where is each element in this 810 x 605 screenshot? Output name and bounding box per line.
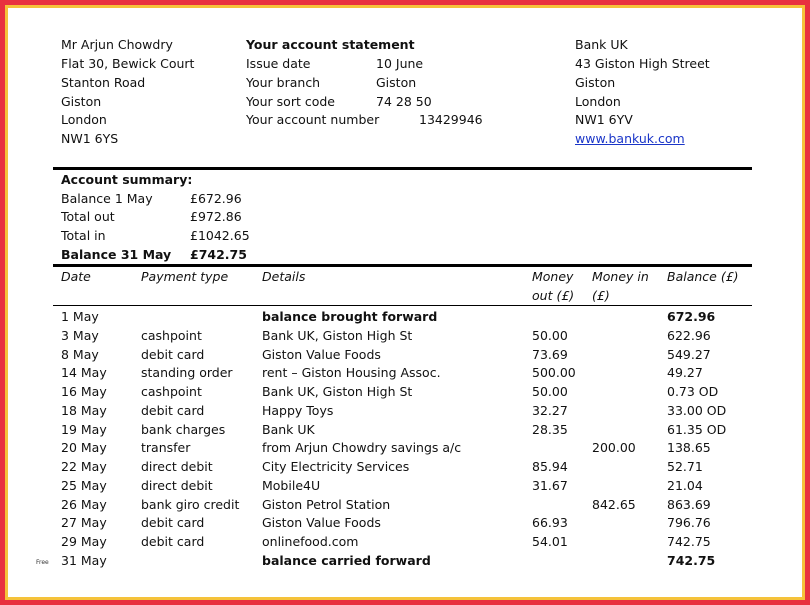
cell-date: 29 May	[61, 534, 107, 549]
cell-details: Giston Petrol Station	[262, 496, 391, 512]
cell-payment-type: standing order	[141, 365, 233, 381]
cell-payment-type: cashpoint	[141, 384, 202, 399]
summary-title: Account summary:	[61, 172, 193, 187]
cell-money-out: 31.67	[532, 477, 568, 493]
cell-balance: 33.00 OD	[667, 402, 727, 418]
cell-date: 8 May	[61, 346, 99, 362]
cell-details: onlinefood.com	[262, 534, 359, 549]
cell-balance: 672.96	[667, 309, 716, 324]
cell-details: Giston Value Foods	[262, 515, 381, 531]
table-row	[0, 346, 810, 365]
header-money-in-unit: (£)	[592, 288, 610, 303]
summary-value: £672.96	[190, 191, 242, 206]
field-value-issue-date: 10 June	[376, 56, 424, 71]
cell-payment-type: transfer	[141, 440, 191, 456]
cell-date: 25 May	[61, 477, 107, 493]
header-money-out: Money	[532, 269, 574, 284]
field-value-account-number: 13429946	[419, 112, 483, 127]
cell-details: balance carried forward	[262, 552, 431, 568]
cell-money-out: 32.27	[532, 402, 568, 418]
footer-mark: Free	[36, 559, 49, 566]
cell-payment-type: bank charges	[141, 421, 226, 437]
cell-money-out: 54.01	[532, 534, 568, 549]
table-row	[0, 533, 810, 552]
cell-balance: 796.76	[667, 515, 711, 531]
table-row	[0, 458, 810, 477]
cell-payment-type: debit card	[141, 402, 205, 418]
table-row	[0, 327, 810, 346]
summary-value-closing: £742.75	[190, 247, 247, 262]
cell-date: 16 May	[61, 384, 107, 399]
customer-address-line: London	[61, 112, 107, 127]
summary-label: Total out	[61, 209, 115, 224]
cell-balance: 138.65	[667, 440, 711, 456]
cell-details: Mobile4U	[262, 477, 321, 493]
customer-address-line: Flat 30, Bewick Court	[61, 56, 195, 71]
cell-details: Bank UK, Giston High St	[262, 327, 413, 343]
summary-label-closing: Balance 31 May	[61, 247, 172, 262]
statement-title: Your account statement	[246, 37, 415, 52]
field-value-branch: Giston	[376, 75, 417, 90]
cell-date: 26 May	[61, 496, 107, 512]
bank-address-line: NW1 6YV	[575, 112, 633, 127]
table-row	[0, 477, 810, 496]
cell-date: 22 May	[61, 459, 107, 474]
cell-date: 27 May	[61, 515, 107, 531]
cell-money-in: 200.00	[592, 440, 636, 456]
cell-date: 3 May	[61, 327, 99, 343]
cell-date: 31 May	[61, 552, 107, 568]
cell-money-out: 50.00	[532, 384, 568, 399]
bank-address-line: Giston	[575, 75, 616, 90]
field-label-branch: Your branch	[246, 75, 321, 90]
customer-address-line: NW1 6YS	[61, 131, 119, 146]
table-row	[0, 402, 810, 421]
cell-money-out: 73.69	[532, 346, 568, 362]
cell-payment-type: direct debit	[141, 477, 213, 493]
cell-date: 1 May	[61, 309, 99, 324]
cell-details: Bank UK, Giston High St	[262, 384, 413, 399]
cell-date: 20 May	[61, 440, 107, 456]
table-row	[0, 439, 810, 458]
cell-date: 19 May	[61, 421, 107, 437]
summary-value: £1042.65	[190, 228, 250, 243]
cell-payment-type: cashpoint	[141, 327, 202, 343]
divider-header	[53, 305, 752, 306]
header-date: Date	[61, 269, 91, 284]
table-row	[0, 308, 810, 327]
summary-value: £972.86	[190, 209, 242, 224]
summary-label: Balance 1 May	[61, 191, 153, 206]
cell-details: from Arjun Chowdry savings a/c	[262, 440, 462, 456]
cell-payment-type: debit card	[141, 534, 205, 549]
cell-money-out: 85.94	[532, 459, 568, 474]
cell-balance: 0.73 OD	[667, 384, 719, 399]
cell-money-out: 66.93	[532, 515, 568, 531]
cell-balance: 61.35 OD	[667, 421, 727, 437]
header-money-in: Money in	[592, 269, 649, 284]
cell-balance: 863.69	[667, 496, 711, 512]
field-label-account-number: Your account number	[246, 112, 380, 127]
table-row	[0, 496, 810, 515]
cell-details: Happy Toys	[262, 402, 334, 418]
bank-address-line: London	[575, 94, 621, 109]
cell-payment-type: debit card	[141, 346, 205, 362]
cell-money-out: 28.35	[532, 421, 568, 437]
cell-balance: 49.27	[667, 365, 703, 381]
cell-date: 14 May	[61, 365, 107, 381]
cell-payment-type: bank giro credit	[141, 496, 240, 512]
customer-name: Mr Arjun Chowdry	[61, 37, 173, 52]
cell-details: balance brought forward	[262, 309, 438, 324]
cell-details: Giston Value Foods	[262, 346, 381, 362]
divider-middle	[53, 264, 752, 267]
cell-date: 18 May	[61, 402, 107, 418]
field-label-sort-code: Your sort code	[246, 94, 335, 109]
cell-payment-type: direct debit	[141, 459, 213, 474]
cell-balance: 549.27	[667, 346, 711, 362]
table-row	[0, 421, 810, 440]
header-balance: Balance (£)	[667, 269, 739, 284]
bank-name: Bank UK	[575, 37, 628, 52]
header-payment-type: Payment type	[141, 269, 229, 284]
divider-top	[53, 167, 752, 170]
cell-balance: 742.75	[667, 534, 711, 549]
field-value-sort-code: 74 28 50	[376, 94, 432, 109]
cell-payment-type: debit card	[141, 515, 205, 531]
cell-details: City Electricity Services	[262, 459, 410, 474]
cell-money-out: 50.00	[532, 327, 568, 343]
cell-balance: 21.04	[667, 477, 703, 493]
cell-money-out: 500.00	[532, 365, 576, 381]
table-row	[0, 552, 810, 571]
bank-website-link[interactable]: www.bankuk.com	[575, 131, 685, 146]
cell-balance: 622.96	[667, 327, 711, 343]
table-row	[0, 514, 810, 533]
table-row	[0, 364, 810, 383]
table-row	[0, 383, 810, 402]
summary-label: Total in	[61, 228, 106, 243]
header-details: Details	[262, 269, 306, 284]
cell-details: rent – Giston Housing Assoc.	[262, 365, 441, 381]
cell-money-in: 842.65	[592, 496, 636, 512]
header-money-out-unit: out (£)	[532, 288, 575, 303]
field-label-issue-date: Issue date	[246, 56, 311, 71]
cell-balance: 742.75	[667, 552, 716, 568]
customer-address-line: Giston	[61, 94, 102, 109]
customer-address-line: Stanton Road	[61, 75, 146, 90]
bank-address-line: 43 Giston High Street	[575, 56, 710, 71]
cell-balance: 52.71	[667, 459, 703, 474]
cell-details: Bank UK	[262, 421, 315, 437]
